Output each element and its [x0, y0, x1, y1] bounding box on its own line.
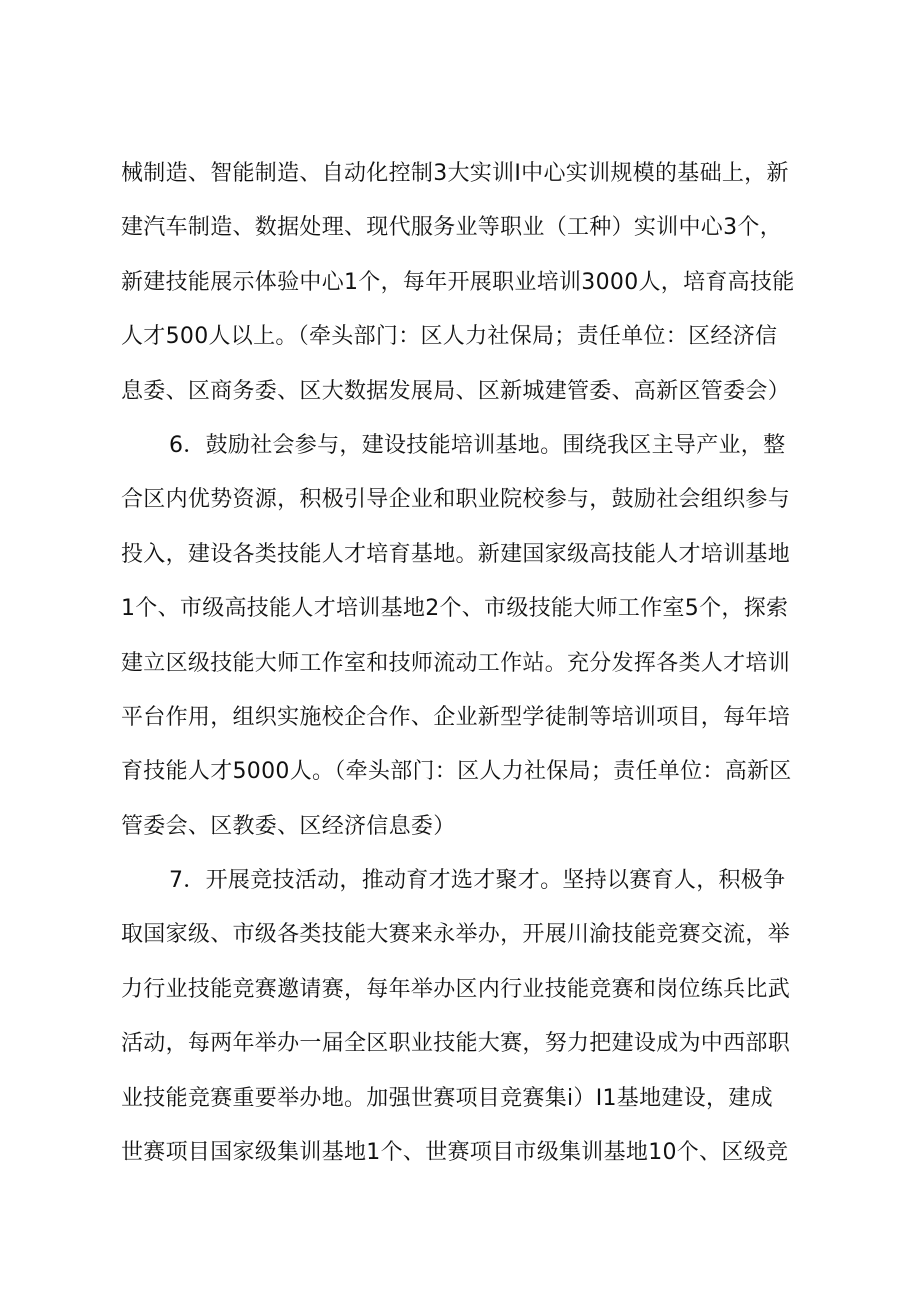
paragraph-7-heading-line: 7．开展竞技活动，推动育才选才聚才。坚持以赛育人，积极争: [169, 868, 786, 894]
text-line: 新建技能展示体验中心1个，每年开展职业培训3000人，培育高技能: [121, 269, 795, 295]
text-line: 世赛项目国家级集训基地1个、世赛项目市级集训基地10个、区级竞: [121, 1140, 789, 1166]
text-line: 合区内优势资源，积极引导企业和职业院校参与，鼓励社会组织参与: [121, 487, 791, 513]
text-line: 业技能竞赛重要举办地。加强世赛项目竞赛集i）I1基地建设，建成: [121, 1085, 773, 1111]
text-line: 息委、区商务委、区大数据发展局、区新城建管委、高新区管委会）: [121, 378, 791, 404]
text-line: 建立区级技能大师工作室和技师流动工作站。充分发挥各类人才培训: [121, 650, 791, 676]
text-line: 活动，每两年举办一届全区职业技能大赛，努力把建设成为中西部职: [121, 1031, 791, 1057]
text-line: 建汽车制造、数据处理、现代服务业等职业（工种）实训中心3个，: [121, 215, 782, 241]
text-line: 1个、市级高技能人才培训基地2个、市级技能大师工作室5个，探索: [121, 596, 789, 622]
text-line: 械制造、智能制造、自动化控制3大实训I中心实训规模的基础上，新: [121, 161, 789, 186]
text-line: 管委会、区教委、区经济信息委）: [121, 813, 456, 839]
text-line: 平台作用，组织实施校企合作、企业新型学徒制等培训项目，每年培: [121, 704, 791, 730]
document-body: [121, 154, 821, 1187]
text-line: 投入，建设各类技能人才培育基地。新建国家级高技能人才培训基地: [121, 541, 791, 567]
text-line: 人才500人以上。（牵头部门：区人力社保局；责任单位：区经济信: [121, 324, 778, 350]
text-line: 力行业技能竞赛邀请赛，每年举办区内行业技能竞赛和岗位练兵比武: [121, 976, 791, 1002]
text-line: 取国家级、市级各类技能大赛来永举办，开展川渝技能竞赛交流，举: [121, 922, 791, 948]
text-line: 育技能人才5000人。（牵头部门：区人力社保局；责任单位：高新区: [121, 759, 792, 785]
paragraph-6-heading-line: 6．鼓励社会参与，建设技能培训基地。围绕我区主导产业，整: [169, 432, 786, 458]
